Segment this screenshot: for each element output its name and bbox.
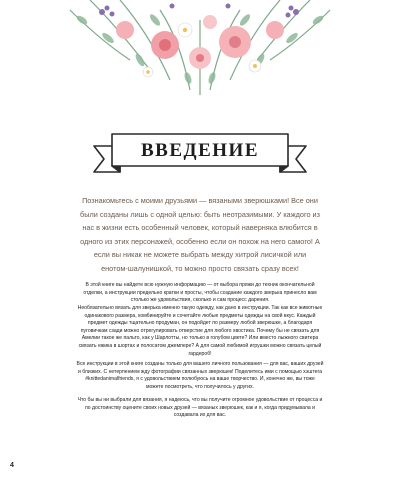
intro-paragraph: Познакомьтесь с моими друзьями — вязаными зверюшками! Все они были созданы лишь с одной целью: быть неотразимыми. У каждого из нас в жизни есть особенный человек, который наверняка влюбится в одного из этих персонажей, особенно если он похож на него самого! А если вы никак не можете выбрать между хитрой лисичкой или енотом-шалунишкой, то можно просто связать сразу всех! bbox=[80, 196, 320, 273]
body-paragraph-4: Что бы вы ни выбрали для вязания, я надеюсь, что вы получите огромное удовольствие от процесса и по достоинству оцените своих новых друзей — вязаных зверюшек, как и я, когда придумывала и создавала их для вас. bbox=[77, 397, 323, 419]
page-number: 4 bbox=[10, 462, 14, 469]
page-title: ВВЕДЕНИЕ bbox=[141, 140, 259, 161]
body-paragraph-2: Необязательно вязать для зверька именно такую одежду, как дано в инструкции. Так как все животные одинакового размера, комбинируйте и сочетайте любые предметы одежды на свой вкус. Каждый предмет одежды тщательно продуман, он подойдет по размеру любой зверюшке, а благодаря пуговичкам сзади можно отрегулировать отверстие для любого хвостика. Почему бы не связать для Амелии такое же пальто, как у Шарлотты, но только в голубом цвете? Или вместо лыжного свитера связать ежика в шортах и полосатом джемпере? А для самой любимой игрушки можно связать целый гардероб! bbox=[77, 305, 323, 357]
floral-decoration bbox=[60, 0, 340, 100]
body-paragraph-1: В этой книге вы найдете всю нужную информацию — от выбора пряжи до техник окончательной отделки, а инструкции предельно кратки и просты, чтобы создание каждого зверька принесло вам столько же удовольствия, сколько и сам процесс дарения. bbox=[83, 282, 317, 304]
body-paragraph-3: Все инструкции в этой книге созданы только для вашего личного пользования — для вас, ваших друзей и близких. С нетерпением жду фотографии связанных зверюшек! Поделитесь ими с помощью хэштега #knittedanimalfriends, я с удовольствием полюбуюсь на ваше творчество. И, конечно же, вы тоже можете посмотреть, что получилось у других. bbox=[76, 361, 324, 390]
